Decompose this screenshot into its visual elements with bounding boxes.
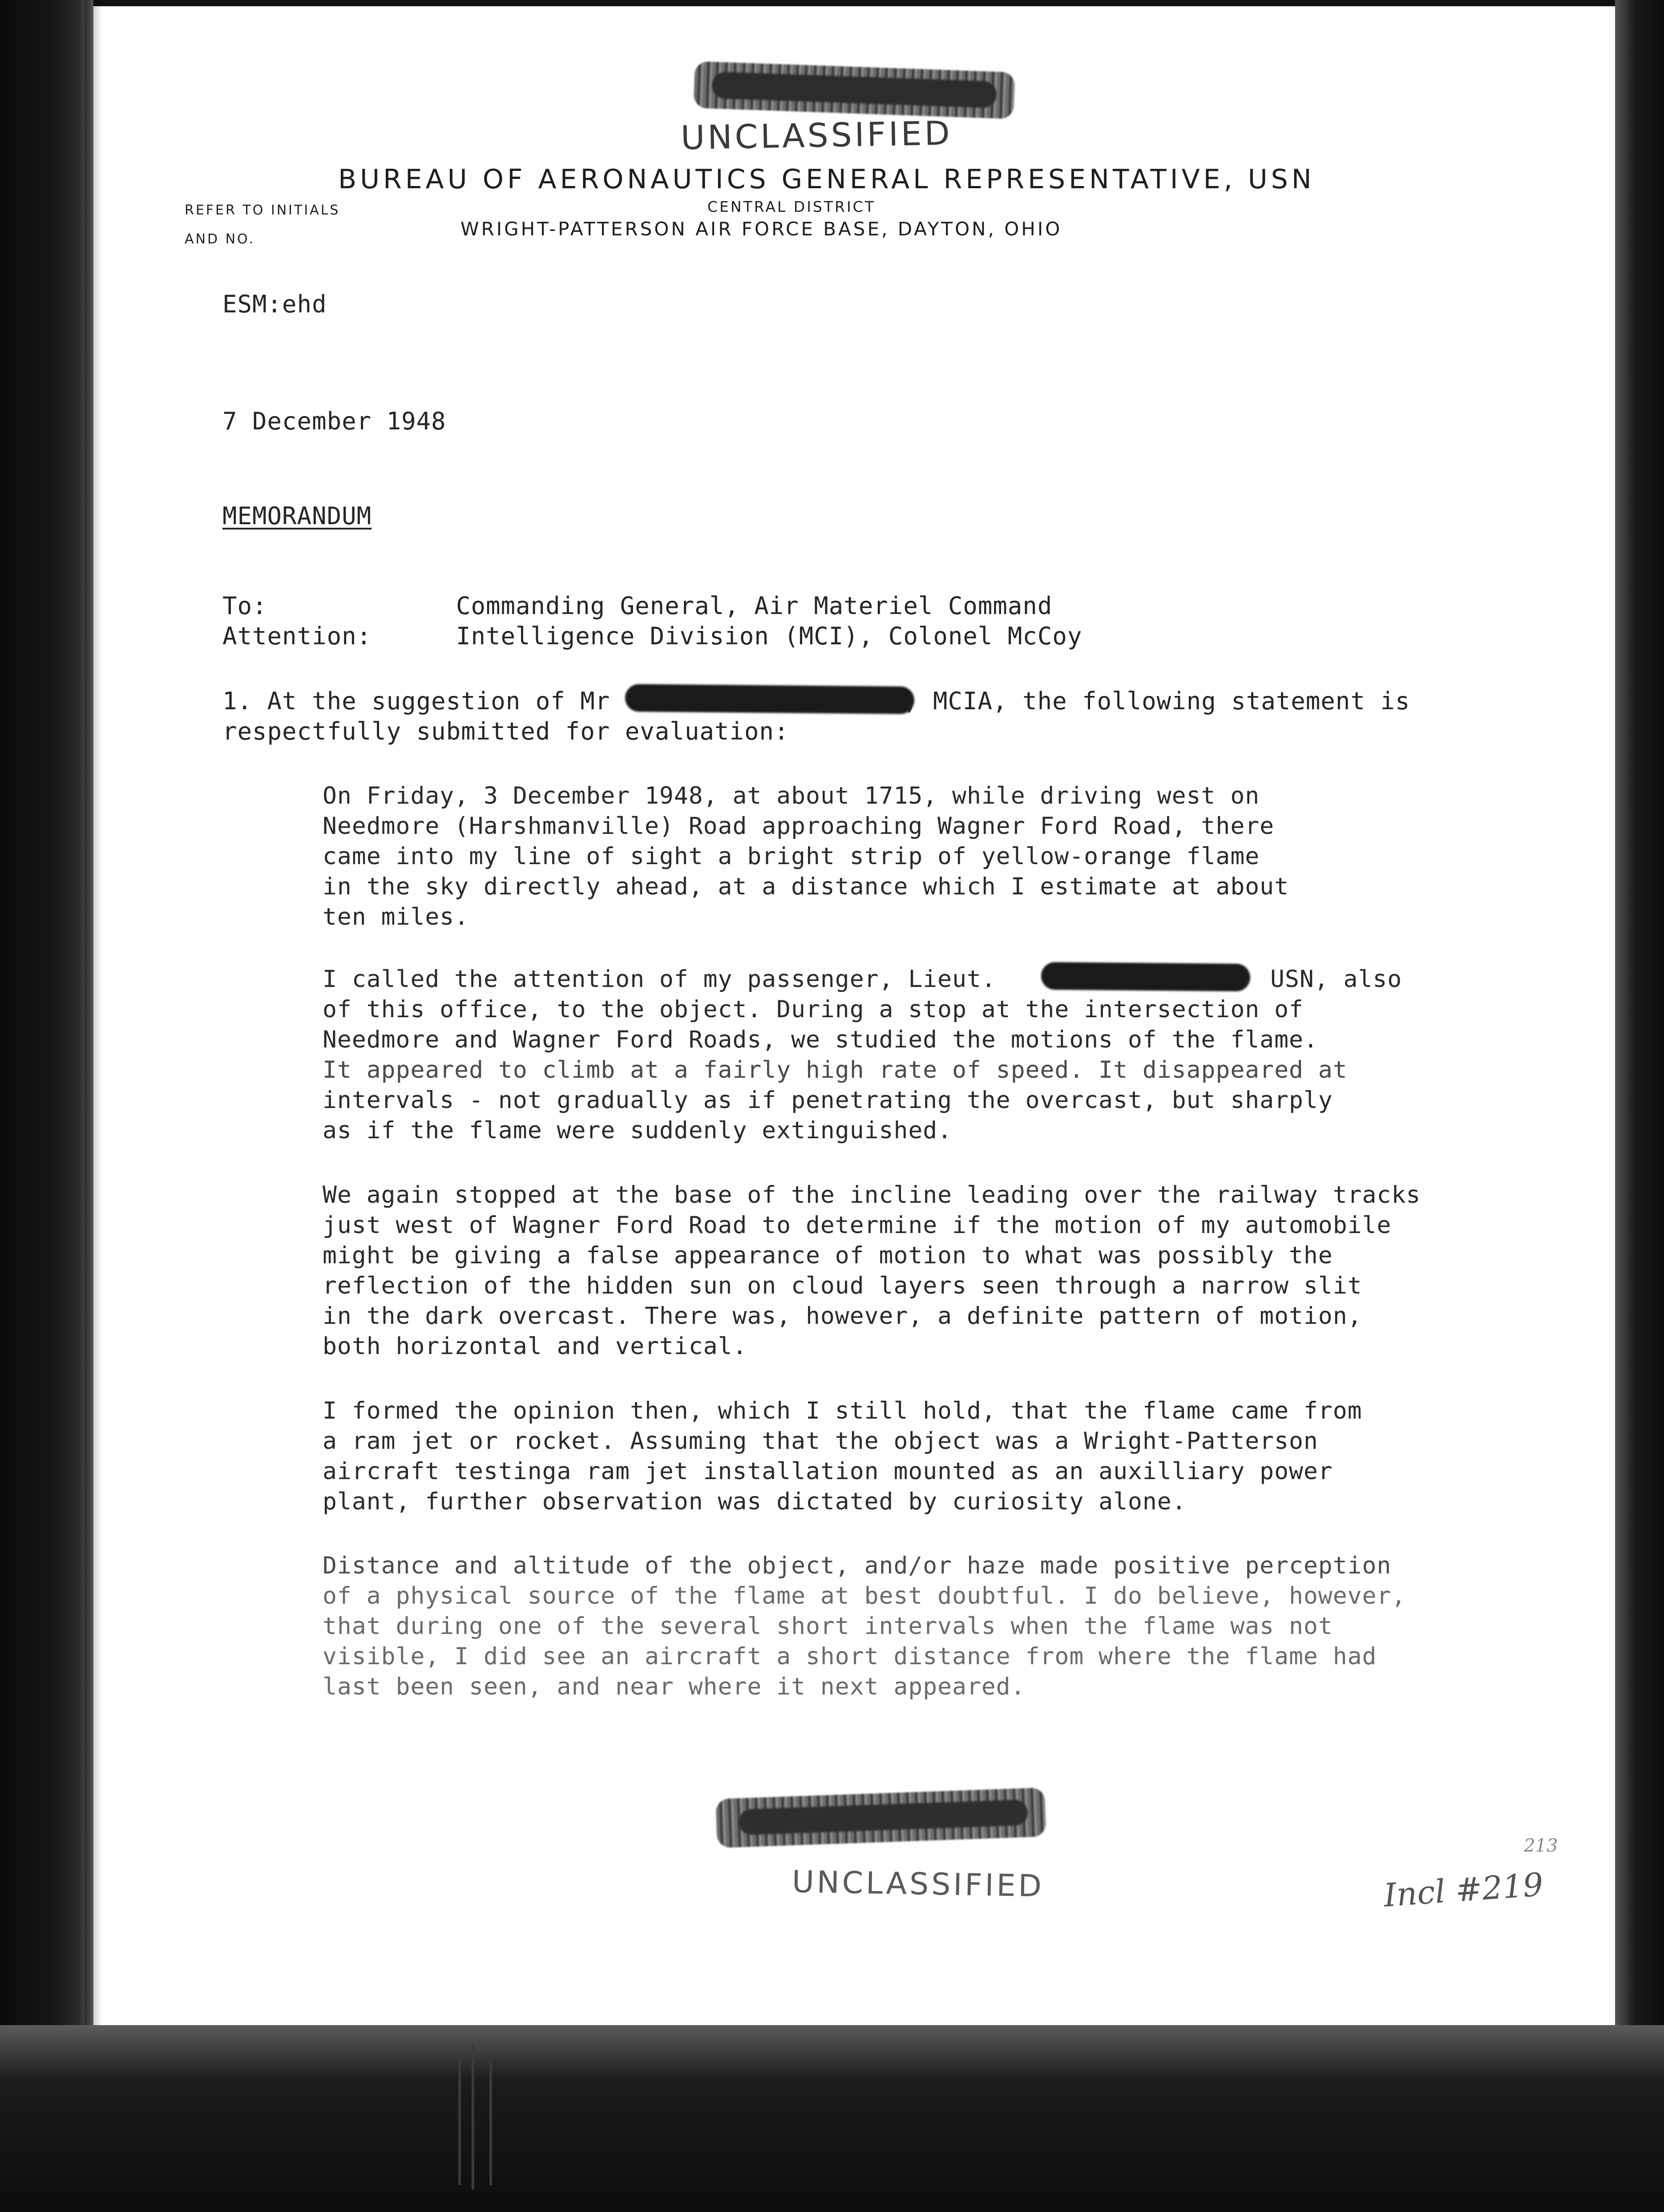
para-3-line: both horizontal and vertical. <box>323 1333 747 1360</box>
para-4-line: a ram jet or rocket. Assuming that the object was a Wright-Patterson <box>323 1427 1318 1455</box>
para-5-line: of a physical source of the flame at best doubtful. I do believe, however, <box>323 1582 1406 1609</box>
refer-to-initials: REFER TO INITIALS <box>185 202 340 218</box>
unclassified-stamp-top: UNCLASSIFIED <box>680 114 953 158</box>
attention-value: Intelligence Division (MCI), Colonel McCoy <box>456 622 1082 650</box>
memo-date: 7 December 1948 <box>222 407 446 435</box>
intro-line-2: respectfully submitted for evaluation: <box>222 717 789 745</box>
para-3-line: reflection of the hidden sun on cloud layers seen through a narrow slit <box>323 1272 1362 1299</box>
para-4-line: aircraft testinga ram jet installation mounted as an auxilliary power <box>323 1458 1333 1485</box>
letterhead-title: BUREAU OF AERONAUTICS GENERAL REPRESENTATIVE, USN <box>338 164 1315 195</box>
redaction-name-2 <box>1041 962 1251 991</box>
to-value: Commanding General, Air Materiel Command <box>456 592 1053 620</box>
para-2-line-first-b: USN, also <box>1270 966 1402 993</box>
para-1-line: came into my line of sight a bright strip of yellow-orange flame <box>323 843 1260 870</box>
intro-line-1a: 1. At the suggestion of Mr <box>222 687 610 715</box>
letterhead-address: WRIGHT-PATTERSON AIR FORCE BASE, DAYTON, OHIO <box>460 218 1062 240</box>
para-1-line: On Friday, 3 December 1948, at about 1715, while driving west on <box>323 782 1260 809</box>
letterhead-district: CENTRAL DISTRICT <box>707 198 876 215</box>
para-1-line: in the sky directly ahead, at a distance which I estimate at about <box>323 873 1289 900</box>
para-1-line: ten miles. <box>323 903 469 930</box>
refer-and-no: AND NO. <box>185 231 255 247</box>
para-4-line: plant, further observation was dictated by curiosity alone. <box>323 1488 1187 1515</box>
para-2-line: It appeared to climb at a fairly high rate of speed. It disappeared at <box>323 1056 1348 1084</box>
para-5-line: last been seen, and near where it next appeared. <box>323 1673 1026 1700</box>
para-2-line-first-a: I called the attention of my passenger, Lieut. <box>323 966 996 993</box>
para-3-line: just west of Wagner Ford Road to determine if the motion of my automobile <box>323 1212 1392 1239</box>
para-2-line: intervals - not gradually as if penetrating the overcast, but sharply <box>323 1087 1333 1114</box>
para-2-line: as if the flame were suddenly extinguished. <box>323 1117 953 1144</box>
handwritten-page-number: 213 <box>1524 1836 1558 1856</box>
attention-label: Attention: <box>222 622 372 650</box>
scan-edge-bottom <box>0 2025 1664 2212</box>
paper-shadow <box>85 0 102 2029</box>
intro-line-1b: , MCIA, the following statement is <box>903 687 1410 715</box>
handwritten-inclosure-note: Incl #219 <box>1382 1865 1545 1914</box>
para-5-line: visible, I did see an aircraft a short distance from where the flame had <box>323 1643 1377 1670</box>
scan-edge-right <box>1615 0 1664 2212</box>
unclassified-stamp-bottom: UNCLASSIFIED <box>792 1864 1045 1904</box>
para-2-line: Needmore and Wagner Ford Roads, we studied the motions of the flame. <box>323 1026 1318 1053</box>
memo-type: MEMORANDUM <box>222 502 372 530</box>
scan-edge-left <box>0 0 93 2212</box>
para-5-line: Distance and altitude of the object, and/or haze made positive perception <box>323 1552 1392 1579</box>
para-5-line: that during one of the several short intervals when the flame was not <box>323 1613 1333 1640</box>
para-3-line: might be giving a false appearance of motion to what was possibly the <box>323 1242 1333 1269</box>
to-label: To: <box>222 592 267 620</box>
para-2-line: of this office, to the object. During a stop at the intersection of <box>323 996 1304 1023</box>
redaction-name-1 <box>625 684 915 714</box>
para-3-line: in the dark overcast. There was, however, a definite pattern of motion, <box>323 1302 1362 1330</box>
para-1-line: Needmore (Harshmanville) Road approaching Wagner Ford Road, there <box>323 813 1275 840</box>
scan-edge-top <box>0 0 1664 6</box>
initials-line: ESM:ehd <box>222 290 327 318</box>
para-3-line: We again stopped at the base of the incline leading over the railway tracks <box>323 1181 1421 1209</box>
para-4-line: I formed the opinion then, which I still hold, that the flame came from <box>323 1397 1362 1424</box>
